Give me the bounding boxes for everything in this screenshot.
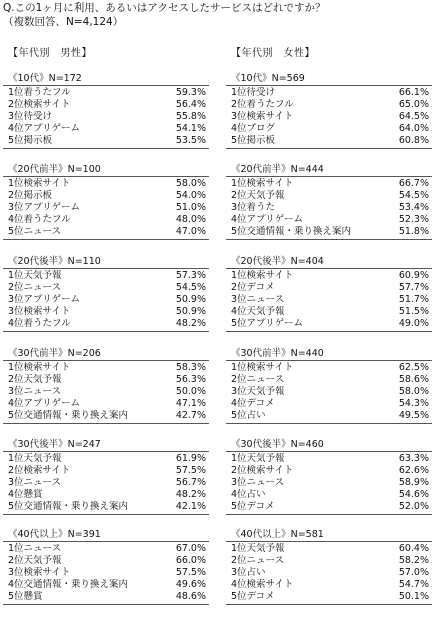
ranking-row	[226, 465, 432, 477]
service-label: 3位検索サイト	[8, 306, 71, 317]
service-label: 3位占い	[231, 567, 266, 578]
ranking-row	[3, 226, 209, 238]
percentage-value: 60.4%	[398, 543, 429, 554]
percentage-value: 57.0%	[398, 567, 429, 578]
ranking-table	[226, 176, 432, 240]
percentage-value: 53.4%	[398, 202, 429, 213]
service-label: 4位懸賞	[8, 489, 43, 500]
percentage-value: 57.7%	[398, 282, 429, 293]
percentage-value: 58.9%	[398, 477, 429, 488]
percentage-value: 67.0%	[175, 543, 206, 554]
group-title: 《30代後半》N=247	[8, 439, 101, 450]
ranking-row	[226, 123, 432, 135]
ranking-row	[3, 178, 209, 190]
service-label: 5位掲示板	[231, 135, 276, 146]
ranking-row	[3, 410, 209, 422]
ranking-table	[3, 85, 209, 149]
question-text: Q.この1ヶ月に利用、あるいはアクセスしたサービスはどれですか？	[3, 2, 326, 14]
male-group-1	[3, 164, 209, 240]
ranking-row	[226, 318, 432, 330]
service-label: 2位掲示板	[8, 190, 53, 201]
ranking-table	[3, 541, 209, 605]
percentage-value: 48.0%	[175, 214, 206, 225]
female-column	[226, 0, 432, 620]
percentage-value: 53.5%	[175, 135, 206, 146]
male-group-0	[3, 73, 209, 149]
service-label: 3位検索サイト	[8, 567, 71, 578]
ranking-row	[226, 294, 432, 306]
service-label: 2位デコメ	[231, 282, 275, 293]
percentage-value: 60.9%	[398, 270, 429, 281]
group-title: 《40代以上》N=391	[8, 529, 101, 540]
percentage-value: 64.0%	[398, 123, 429, 134]
percentage-value: 66.0%	[175, 555, 206, 566]
percentage-value: 52.3%	[398, 214, 429, 225]
percentage-value: 49.6%	[175, 579, 206, 590]
ranking-row	[226, 270, 432, 282]
service-label: 2位検索サイト	[8, 99, 71, 110]
ranking-row	[226, 135, 432, 147]
question-note: （複数回答、N=4,124）	[3, 15, 124, 28]
percentage-value: 60.8%	[398, 135, 429, 146]
service-label: 1位天気予報	[8, 453, 62, 464]
ranking-row	[226, 111, 432, 123]
service-label: 1位検索サイト	[231, 178, 294, 189]
percentage-value: 51.7%	[398, 294, 429, 305]
percentage-value: 59.3%	[175, 87, 206, 98]
ranking-row	[3, 282, 209, 294]
service-label: 5位交通情報・乗り換え案内	[8, 410, 129, 421]
percentage-value: 61.9%	[175, 453, 206, 464]
percentage-value: 62.6%	[398, 465, 429, 476]
service-label: 1位天気予報	[8, 270, 62, 281]
percentage-value: 57.5%	[175, 465, 206, 476]
service-label: 4位着うたフル	[8, 318, 71, 329]
ranking-row	[3, 135, 209, 147]
percentage-value: 51.5%	[398, 306, 429, 317]
ranking-table	[226, 451, 432, 515]
group-title: 《40代以上》N=581	[231, 529, 324, 540]
ranking-row	[226, 579, 432, 591]
ranking-table	[3, 451, 209, 515]
ranking-row	[226, 489, 432, 501]
ranking-row	[226, 555, 432, 567]
percentage-value: 63.3%	[398, 453, 429, 464]
ranking-row	[3, 465, 209, 477]
service-label: 4位交通情報・乗り換え案内	[8, 579, 129, 590]
percentage-value: 50.0%	[175, 386, 206, 397]
service-label: 2位着うたフル	[231, 99, 294, 110]
ranking-row	[3, 374, 209, 386]
percentage-value: 57.5%	[175, 567, 206, 578]
ranking-row	[226, 398, 432, 410]
ranking-row	[226, 226, 432, 238]
percentage-value: 54.1%	[175, 123, 206, 134]
female-group-1	[226, 164, 432, 240]
ranking-row	[3, 453, 209, 465]
percentage-value: 52.0%	[398, 501, 429, 512]
ranking-row	[3, 123, 209, 135]
service-label: 1位ニュース	[8, 543, 62, 554]
male-column	[3, 0, 209, 620]
ranking-table	[3, 176, 209, 240]
ranking-row	[226, 214, 432, 226]
ranking-table	[226, 360, 432, 424]
ranking-row	[226, 202, 432, 214]
ranking-row	[3, 543, 209, 555]
service-label: 1位着うたフル	[8, 87, 71, 98]
percentage-value: 58.0%	[175, 178, 206, 189]
service-label: 5位占い	[231, 410, 266, 421]
percentage-value: 50.9%	[175, 294, 206, 305]
percentage-value: 54.0%	[175, 190, 206, 201]
service-label: 2位天気予報	[8, 374, 62, 385]
percentage-value: 48.2%	[175, 489, 206, 500]
service-label: 4位ブログ	[231, 123, 276, 134]
ranking-row	[3, 489, 209, 501]
ranking-row	[226, 87, 432, 99]
ranking-table	[3, 268, 209, 332]
ranking-row	[226, 410, 432, 422]
group-title: 《30代後半》N=460	[231, 439, 324, 450]
ranking-row	[3, 294, 209, 306]
group-title: 《20代前半》N=444	[231, 164, 324, 175]
group-title: 《10代》N=172	[8, 73, 82, 84]
service-label: 4位アプリゲーム	[8, 398, 80, 409]
ranking-row	[3, 99, 209, 111]
female-group-4	[226, 439, 432, 515]
percentage-value: 56.7%	[175, 477, 206, 488]
male-group-3	[3, 348, 209, 424]
ranking-table	[226, 268, 432, 332]
ranking-table	[226, 541, 432, 605]
service-label: 1位検索サイト	[231, 362, 294, 373]
percentage-value: 49.0%	[398, 318, 429, 329]
service-label: 3位ニュース	[231, 477, 285, 488]
percentage-value: 66.1%	[398, 87, 429, 98]
service-label: 5位ニュース	[8, 226, 62, 237]
ranking-table	[3, 360, 209, 424]
service-label: 3位アプリゲーム	[8, 202, 80, 213]
service-label: 5位デコメ	[231, 591, 275, 602]
percentage-value: 55.8%	[175, 111, 206, 122]
percentage-value: 54.7%	[398, 579, 429, 590]
ranking-row	[226, 543, 432, 555]
service-label: 3位ニュース	[8, 386, 62, 397]
ranking-row	[226, 567, 432, 579]
group-title: 《30代前半》N=206	[8, 348, 101, 359]
ranking-row	[226, 190, 432, 202]
group-title: 《30代前半》N=440	[231, 348, 324, 359]
percentage-value: 42.7%	[175, 410, 206, 421]
service-label: 4位検索サイト	[231, 579, 294, 590]
ranking-row	[3, 270, 209, 282]
ranking-row	[3, 111, 209, 123]
service-label: 2位ニュース	[231, 374, 285, 385]
service-label: 5位懸賞	[8, 591, 43, 602]
percentage-value: 57.3%	[175, 270, 206, 281]
service-label: 2位ニュース	[8, 282, 62, 293]
percentage-value: 66.7%	[398, 178, 429, 189]
percentage-value: 51.0%	[175, 202, 206, 213]
service-label: 3位待受け	[8, 111, 53, 122]
service-label: 4位アプリゲーム	[8, 123, 80, 134]
service-label: 1位検索サイト	[8, 362, 71, 373]
service-label: 3位着うた	[231, 202, 276, 213]
percentage-value: 51.8%	[398, 226, 429, 237]
percentage-value: 48.2%	[175, 318, 206, 329]
service-label: 4位着うたフル	[8, 214, 71, 225]
service-label: 1位検索サイト	[231, 270, 294, 281]
ranking-row	[226, 99, 432, 111]
percentage-value: 58.2%	[398, 555, 429, 566]
ranking-row	[226, 591, 432, 603]
ranking-row	[3, 501, 209, 513]
percentage-value: 49.5%	[398, 410, 429, 421]
service-label: 1位待受け	[231, 87, 276, 98]
ranking-row	[226, 374, 432, 386]
female-group-5	[226, 529, 432, 605]
service-label: 2位天気予報	[8, 555, 62, 566]
ranking-row	[226, 477, 432, 489]
service-label: 2位ニュース	[231, 555, 285, 566]
service-label: 3位ニュース	[231, 294, 285, 305]
ranking-row	[3, 190, 209, 202]
percentage-value: 56.4%	[175, 99, 206, 110]
percentage-value: 56.3%	[175, 374, 206, 385]
service-label: 2位天気予報	[231, 190, 285, 201]
ranking-row	[3, 306, 209, 318]
service-label: 3位ニュース	[8, 477, 62, 488]
ranking-row	[226, 306, 432, 318]
ranking-row	[3, 386, 209, 398]
service-label: 4位天気予報	[231, 306, 285, 317]
percentage-value: 58.3%	[175, 362, 206, 373]
male-group-5	[3, 529, 209, 605]
ranking-row	[3, 591, 209, 603]
percentage-value: 47.1%	[175, 398, 206, 409]
ranking-row	[3, 202, 209, 214]
service-label: 4位占い	[231, 489, 266, 500]
ranking-row	[3, 555, 209, 567]
group-title: 《10代》N=569	[231, 73, 305, 84]
group-title: 《20代後半》N=110	[8, 256, 101, 267]
percentage-value: 65.0%	[398, 99, 429, 110]
service-label: 2位検索サイト	[8, 465, 71, 476]
percentage-value: 54.6%	[398, 489, 429, 500]
service-label: 2位検索サイト	[231, 465, 294, 476]
ranking-row	[226, 362, 432, 374]
service-label: 4位デコメ	[231, 398, 275, 409]
percentage-value: 48.6%	[175, 591, 206, 602]
percentage-value: 54.5%	[398, 190, 429, 201]
service-label: 5位交通情報・乗り換え案内	[231, 226, 352, 237]
percentage-value: 58.0%	[398, 386, 429, 397]
ranking-row	[3, 477, 209, 489]
service-label: 5位掲示板	[8, 135, 53, 146]
ranking-row	[3, 214, 209, 226]
female-group-0	[226, 73, 432, 149]
service-label: 5位デコメ	[231, 501, 275, 512]
service-label: 1位検索サイト	[8, 178, 71, 189]
ranking-row	[3, 318, 209, 330]
male-group-2	[3, 256, 209, 332]
male-header: 【年代別 男性】	[8, 48, 92, 59]
percentage-value: 54.3%	[398, 398, 429, 409]
percentage-value: 62.5%	[398, 362, 429, 373]
ranking-row	[3, 579, 209, 591]
percentage-value: 54.5%	[175, 282, 206, 293]
female-header: 【年代別 女性】	[231, 48, 315, 59]
percentage-value: 50.1%	[398, 591, 429, 602]
service-label: 3位アプリゲーム	[8, 294, 80, 305]
ranking-row	[226, 282, 432, 294]
percentage-value: 64.5%	[398, 111, 429, 122]
percentage-value: 47.0%	[175, 226, 206, 237]
ranking-row	[226, 386, 432, 398]
service-label: 1位天気予報	[231, 543, 285, 554]
service-label: 5位交通情報・乗り換え案内	[8, 501, 129, 512]
ranking-table	[226, 85, 432, 149]
ranking-row	[226, 453, 432, 465]
ranking-row	[226, 178, 432, 190]
service-label: 3位天気予報	[231, 386, 285, 397]
male-group-4	[3, 439, 209, 515]
female-group-3	[226, 348, 432, 424]
ranking-row	[3, 362, 209, 374]
service-label: 1位天気予報	[231, 453, 285, 464]
group-title: 《20代前半》N=100	[8, 164, 101, 175]
percentage-value: 42.1%	[175, 501, 206, 512]
percentage-value: 50.9%	[175, 306, 206, 317]
ranking-row	[3, 87, 209, 99]
female-group-2	[226, 256, 432, 332]
group-title: 《20代後半》N=404	[231, 256, 324, 267]
ranking-row	[3, 398, 209, 410]
service-label: 3位検索サイト	[231, 111, 294, 122]
percentage-value: 58.6%	[398, 374, 429, 385]
ranking-row	[3, 567, 209, 579]
ranking-row	[226, 501, 432, 513]
service-label: 4位アプリゲーム	[231, 214, 303, 225]
service-label: 5位アプリゲーム	[231, 318, 303, 329]
